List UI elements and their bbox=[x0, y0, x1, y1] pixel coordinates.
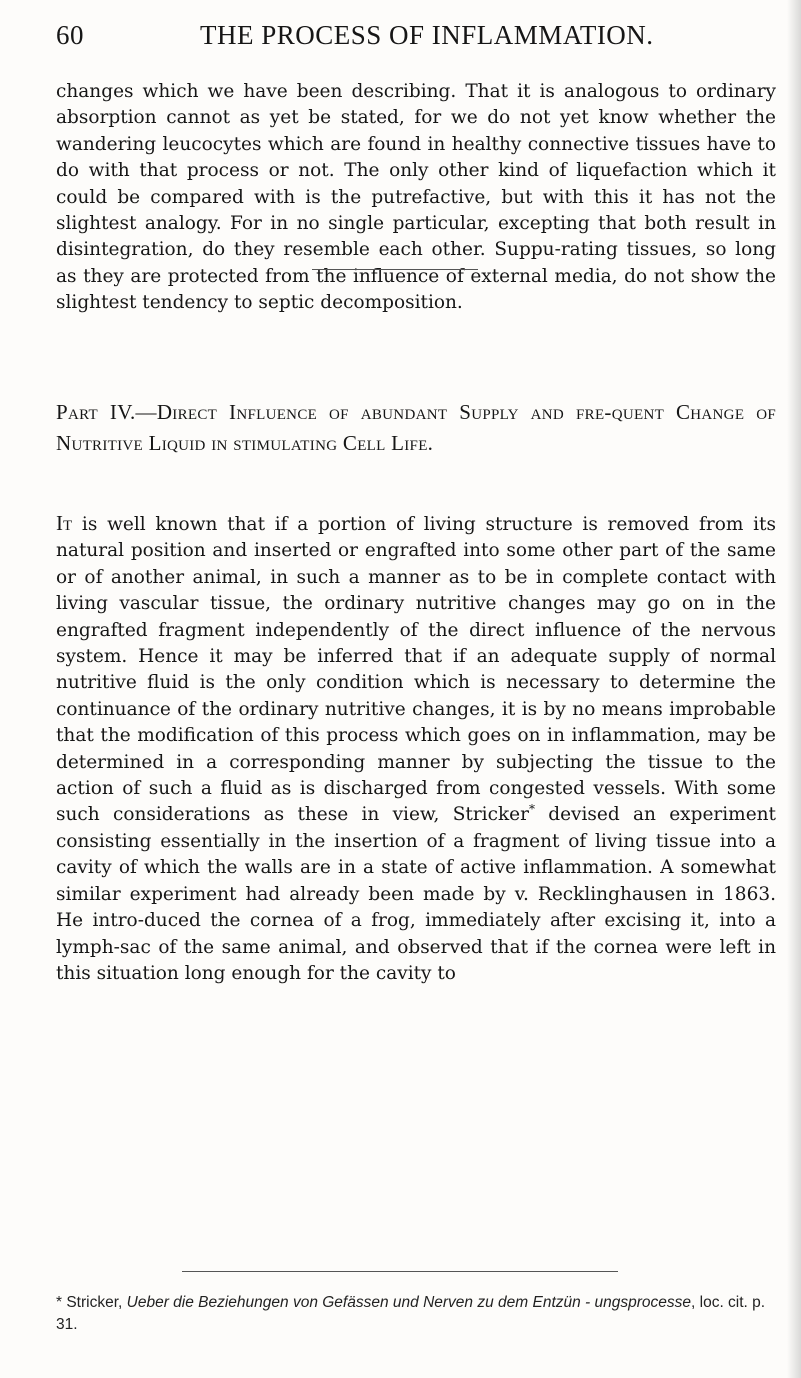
paragraph-2-lead: It bbox=[56, 511, 73, 535]
running-title: THE PROCESS OF INFLAMMATION. bbox=[200, 20, 654, 50]
paragraph-2-after-marker: devised an experiment consisting essentially in the insertion of a fragment of living tissue into a cavity of which the walls are in a state of active inflammation. A somewhat similar experiment had already been made by v. Recklinghausen in 1863. He intro-duced the cornea of a frog, immediately after excising it, into a lymph-sac of the same animal, and observed that if the cornea were left in this situation long enough for the cavity to bbox=[56, 804, 776, 984]
footnote bbox=[56, 1292, 776, 1336]
body-paragraph-1 bbox=[56, 79, 776, 317]
footnote-divider bbox=[182, 1271, 618, 1272]
footnote-marker: * bbox=[56, 1294, 67, 1311]
footnote-title: Ueber die Beziehungen von Gefässen und Nerven zu dem Entzün - ungsprocesse bbox=[126, 1294, 692, 1311]
footnote-author: Stricker, bbox=[66, 1294, 127, 1311]
paragraph-1-text: changes which we have been describing. That it is analogous to ordinary absorption cannot as yet be stated, for we do not yet know whether the wandering leucocytes which are found in healthy connective tissues have to do with that process or not. The only other kind of liquefaction which it could be compared with is the putrefactive, but with this it has not the slightest analogy. For in no single particular, excepting that both result in disintegration, do they resemble each other. Suppu-rating tissues, so long as they are protected from the influence of external media, do not show the slightest tendency to septic decomposition. bbox=[56, 81, 776, 314]
paragraph-2-text bbox=[56, 510, 776, 987]
footnote-citation: , loc. cit. p. 31. bbox=[56, 1294, 766, 1333]
paragraph-2-before-marker: is well known that if a portion of living structure is removed from its natural position and inserted or engrafted into some other part of the same or of another animal, in such a manner as to be in complete contact with living vascular tissue, the ordinary nutritive changes may go on in the engrafted fragment independently of the direct influence of the nervous system. Hence it may be inferred that if an adequate supply of normal nutritive fluid is the only condition which is necessary to determine the continuance of the ordinary nutritive changes, it is by no means improbable that the modification of this process which goes on in inflammation, may be determined in a corresponding manner by subjecting the tissue to the action of such a fluid as is discharged from congested vessels. With some such considerations as these in view, Stricker bbox=[56, 514, 776, 826]
section-divider bbox=[312, 269, 478, 270]
page-edge-shadow bbox=[787, 0, 801, 1378]
running-header bbox=[56, 20, 756, 60]
part-heading: Part IV.—Direct Influence of abundant Supply and fre-quent Change of Nutritive Liquid in stimulating Cell Life. bbox=[56, 400, 776, 455]
body-paragraph-2 bbox=[56, 510, 776, 987]
page-number: 60 bbox=[56, 20, 84, 50]
footnote-reference-marker: * bbox=[528, 802, 535, 817]
